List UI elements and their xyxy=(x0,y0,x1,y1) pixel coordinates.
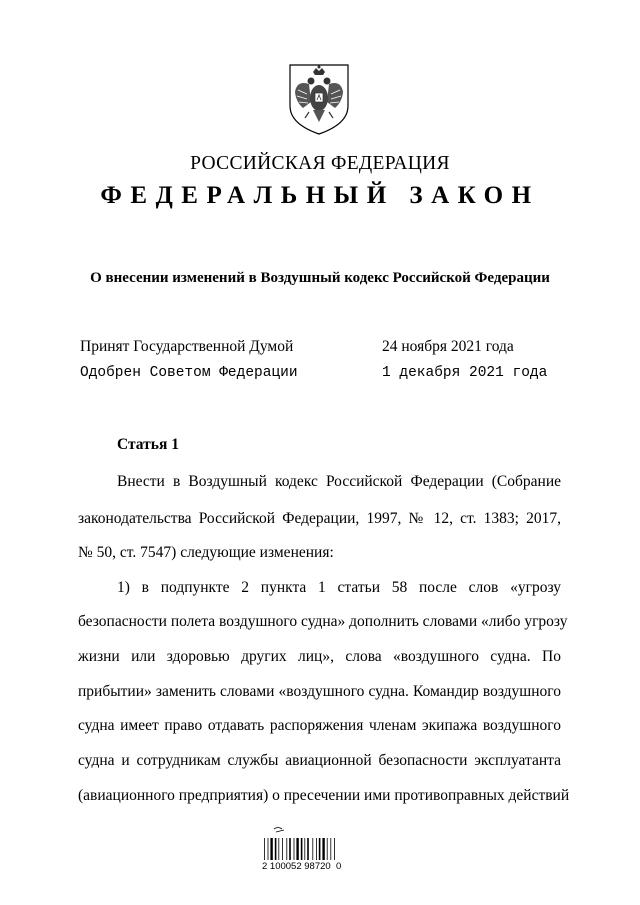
russian-coat-of-arms-icon xyxy=(287,62,351,136)
body-line: Внести в Воздушный кодекс Российской Федерации (Собрание xyxy=(117,473,561,490)
body-line: 1) в подпункте 2 пункта 1 статьи 58 после слов «угрозу xyxy=(117,579,561,596)
article-heading: Статья 1 xyxy=(117,436,179,453)
body-line: безопасности полета воздушного судна» дополнить словами «либо угрозу xyxy=(78,613,568,630)
barcode-number: 2 100052 98720 0 xyxy=(262,861,342,872)
law-subject-title: О внесении изменений в Воздушный кодекс Российской Федерации xyxy=(90,270,550,286)
body-line: судна и сотрудникам службы авиационной безопасности эксплуатанта xyxy=(78,752,561,769)
body-line: № 50, ст. 7547) следующие изменения: xyxy=(78,544,334,561)
body-line: судна имеет право отдавать распоряжения членам экипажа воздушного xyxy=(78,717,561,734)
body-line: законодательства Российской Федерации, 1997, № 12, ст. 1383; 2017, xyxy=(78,510,561,527)
body-line: прибытии» заменить словами «воздушного судна. Командир воздушного xyxy=(78,683,561,700)
body-line: жизни или здоровью других лиц», слова «воздушного судна. По xyxy=(78,648,561,665)
adopted-date: 24 ноября 2021 года xyxy=(382,338,514,355)
document-type-title: ФЕДЕРАЛЬНЫЙ ЗАКОН xyxy=(100,182,540,209)
country-name: РОССИЙСКАЯ ФЕДЕРАЦИЯ xyxy=(190,153,450,174)
adopted-by-label: Принят Государственной Думой xyxy=(80,338,294,355)
approved-date: 1 декабря 2021 года xyxy=(382,365,548,381)
approved-by-label: Одобрен Советом Федерации xyxy=(80,365,298,381)
body-line: (авиационного предприятия) о пресечении ими противоправных действий xyxy=(78,787,570,804)
